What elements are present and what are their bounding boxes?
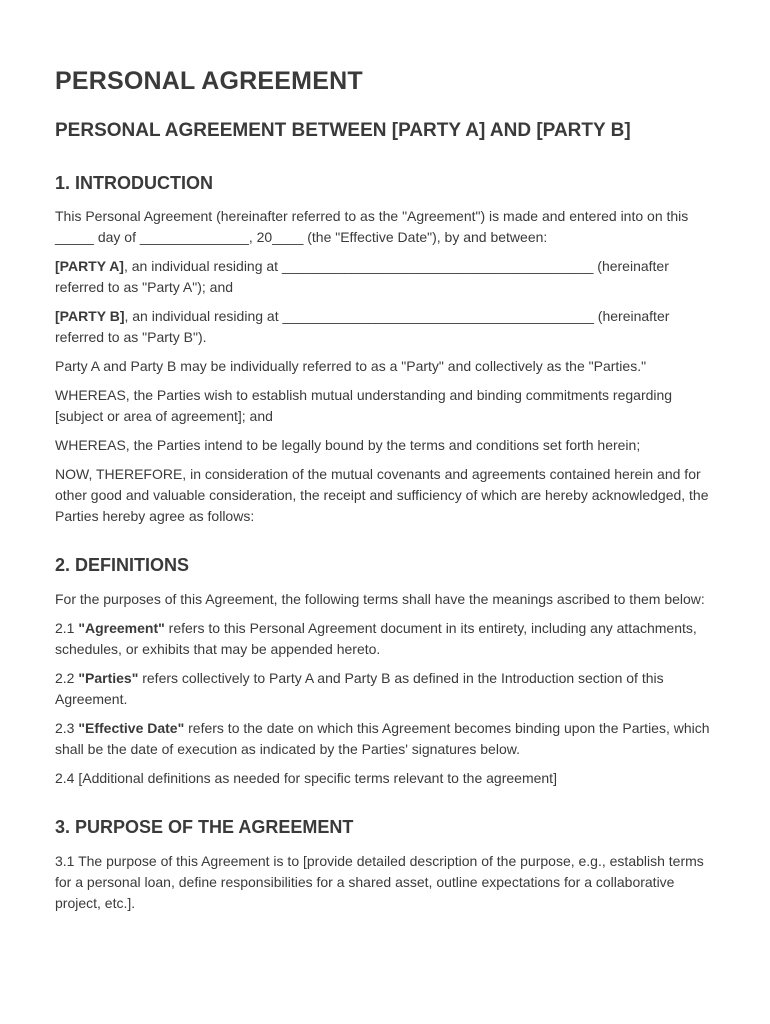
section-heading-introduction: 1. INTRODUCTION — [55, 172, 214, 193]
party-b-paragraph — [55, 306, 715, 348]
definition-text: refers to the date on which this Agreement becomes binding upon the Parties, which shall be the date of execution as indicated by the Parties' signatures below. — [55, 719, 710, 757]
party-a-label: [PARTY A] — [55, 258, 124, 275]
definitions-intro-paragraph: For the purposes of this Agreement, the following terms shall have the meanings ascribed to them below: — [55, 590, 705, 607]
definition-number: 2.2 — [55, 669, 79, 686]
definition-number: 2.3 — [55, 719, 79, 736]
document-title: PERSONAL AGREEMENT — [55, 67, 363, 95]
definition-number: 2.1 — [55, 619, 79, 636]
party-a-paragraph — [55, 256, 715, 298]
definition-text: refers collectively to Party A and Party B as defined in the Introduction section of this Agreement. — [55, 669, 664, 707]
parties-note-paragraph: Party A and Party B may be individually referred to as a "Party" and collectively as the "Parties." — [55, 358, 647, 375]
definition-term: "Agreement" — [78, 619, 165, 636]
purpose-paragraph: 3.1 The purpose of this Agreement is to [provide detailed description of the purpose, e.g., establish terms for a personal loan, define responsibilities for a shared asset, outline expectations for a collaborative project, etc.]. — [55, 852, 704, 911]
now-therefore-paragraph: NOW, THEREFORE, in consideration of the mutual covenants and agreements contained herein and for other good and valuable consideration, the receipt and sufficiency of which are hereby acknowledged, the Parties hereby agree as follows: — [55, 466, 709, 525]
party-b-text: , an individual residing at ________________________________________ (hereinafter referred to as "Party B"). — [55, 308, 670, 346]
definition-item-2-2 — [55, 668, 715, 710]
definition-text: [Additional definitions as needed for specific terms relevant to the agreement] — [78, 769, 557, 786]
definition-term: "Parties" — [78, 669, 139, 686]
definition-term: "Effective Date" — [78, 719, 185, 736]
section-heading-purpose: 3. PURPOSE OF THE AGREEMENT — [55, 816, 354, 837]
party-b-label: [PARTY B] — [55, 308, 125, 325]
definition-item-2-3 — [55, 718, 715, 760]
whereas-paragraph-2: WHEREAS, the Parties intend to be legally bound by the terms and conditions set forth herein; — [55, 437, 641, 454]
section-heading-definitions: 2. DEFINITIONS — [55, 555, 190, 576]
definition-item-2-1 — [55, 618, 715, 660]
definition-text: refers to this Personal Agreement document in its entirety, including any attachments, schedules, or exhibits that may be appended hereto. — [55, 619, 697, 657]
definition-item-2-4 — [55, 768, 715, 789]
document-subtitle: PERSONAL AGREEMENT BETWEEN [PARTY A] AND [PARTY B] — [55, 120, 631, 141]
party-a-text: , an individual residing at ________________________________________ (hereinafter referred to as "Party A"); and — [55, 258, 669, 296]
definition-number: 2.4 — [55, 769, 79, 786]
intro-opening-paragraph: This Personal Agreement (hereinafter referred to as the "Agreement") is made and entered into on this _____ day of ______________, 20____ (the "Effective Date"), by and between: — [55, 208, 689, 246]
whereas-paragraph-1: WHEREAS, the Parties wish to establish mutual understanding and binding commitments regarding [subject or area of agreement]; and — [55, 387, 673, 425]
